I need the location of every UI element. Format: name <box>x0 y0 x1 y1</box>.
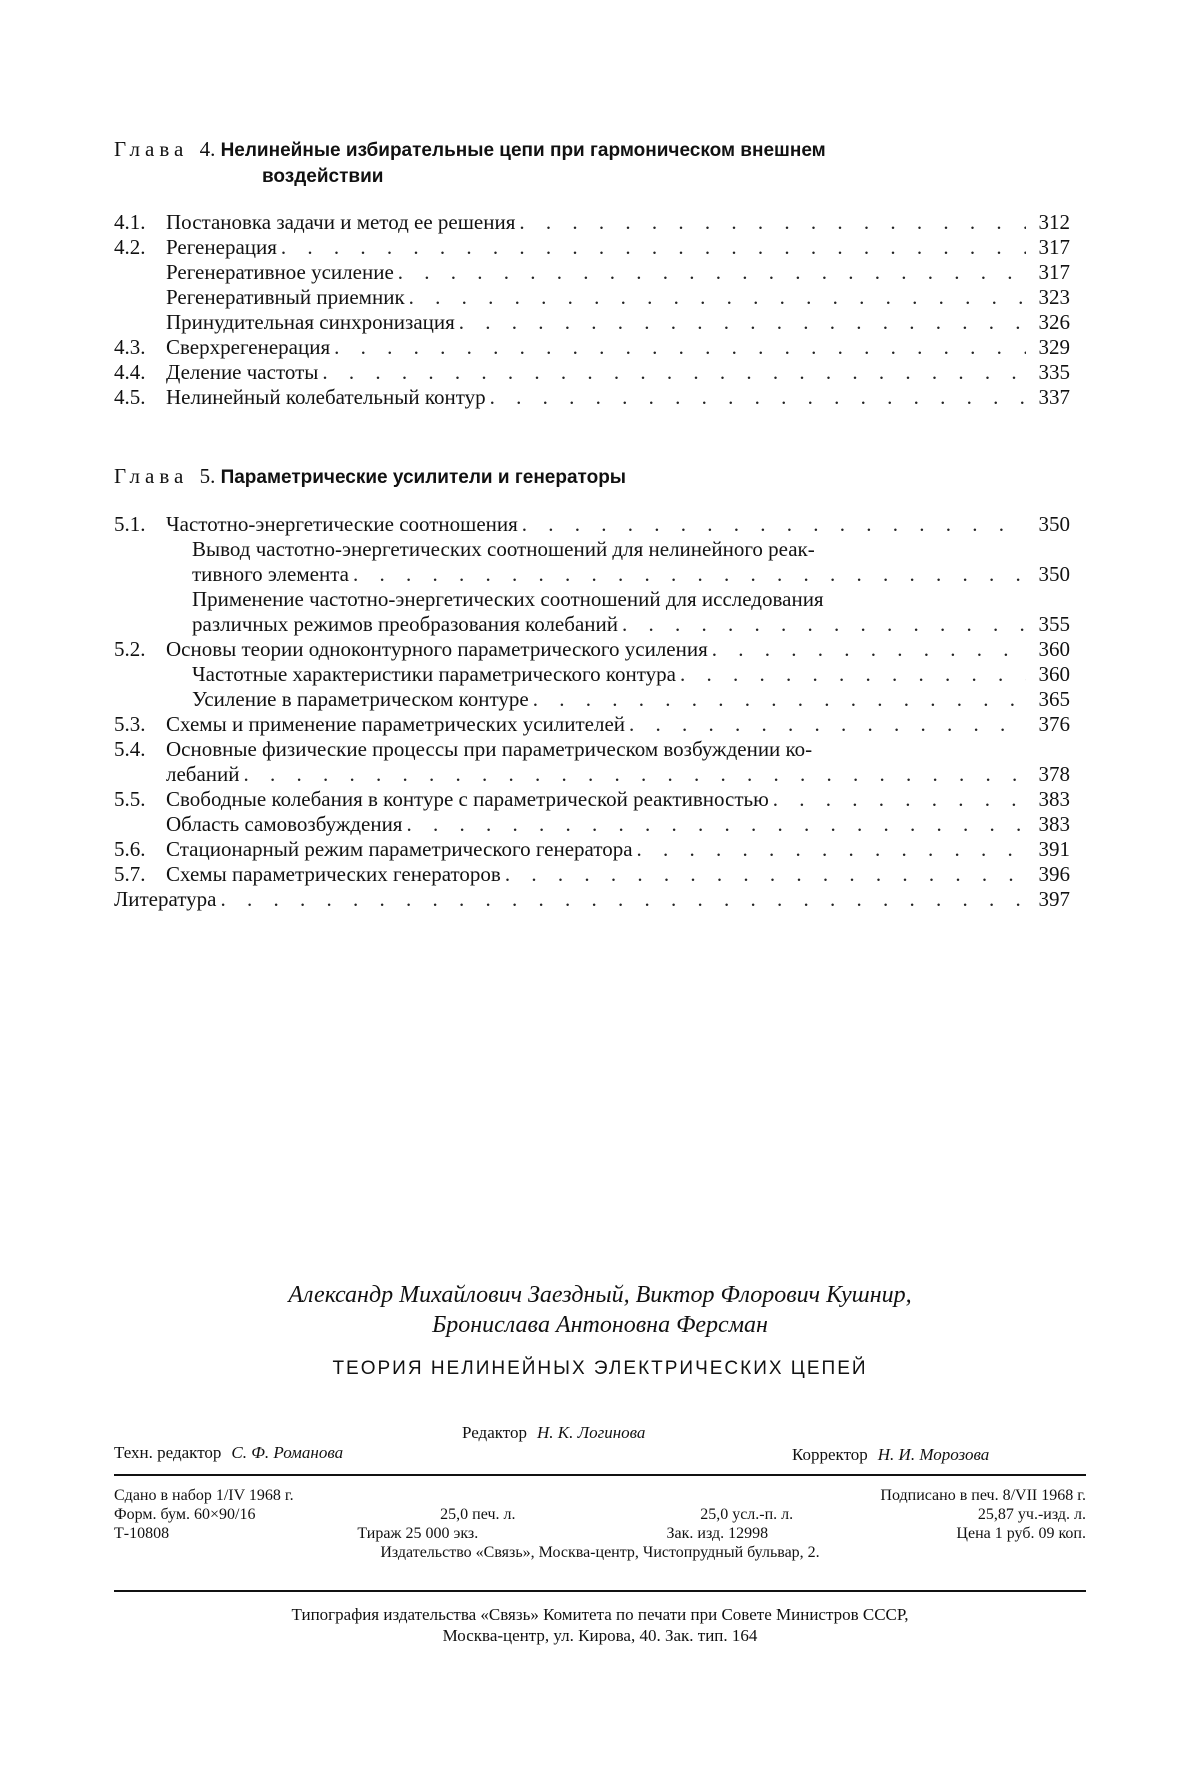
toc-page-number: 383 <box>1038 812 1070 836</box>
leader-dots <box>637 837 1026 862</box>
corrector-name: Н. И. Морозова <box>877 1445 990 1464</box>
toc-entry-title: Область самовозбуждения <box>166 812 403 836</box>
chapter-5-heading <box>114 463 1044 491</box>
imprint-conv-sheets: 25,0 усл.-п. л. <box>700 1506 794 1523</box>
toc-entry-title: Схемы параметрических генераторов <box>166 862 501 886</box>
book-title: ТЕОРИЯ НЕЛИНЕЙНЫХ ЭЛЕКТРИЧЕСКИХ ЦЕПЕЙ <box>332 1358 868 1379</box>
leader-dots <box>406 812 1026 837</box>
toc-entry <box>114 837 1070 862</box>
toc-entry <box>114 587 1070 612</box>
toc-page-number: 317 <box>1038 235 1070 259</box>
divider <box>114 1590 1086 1592</box>
imprint-sheets: 25,0 печ. л. <box>440 1506 516 1523</box>
toc-entry-number: 4.3. <box>114 335 146 359</box>
toc-entry <box>114 385 1070 410</box>
leader-dots <box>353 562 1026 587</box>
imprint-set: Сдано в набор 1/IV 1968 г. <box>114 1487 294 1504</box>
toc-entry <box>114 537 1070 562</box>
toc-entry-number: 5.4. <box>114 737 146 761</box>
toc-entry-title: тивного элемента <box>192 562 349 586</box>
chapter-number: 5. <box>199 464 216 488</box>
toc-entry-title: различных режимов преобразования колебаний <box>192 612 618 636</box>
toc-entry-number: 5.7. <box>114 862 146 886</box>
imprint-publisher: Издательство «Связь», Москва-центр, Чистопрудный бульвар, 2. <box>380 1544 820 1561</box>
imprint-price: Цена 1 руб. 09 коп. <box>956 1525 1086 1542</box>
leader-dots <box>398 260 1026 285</box>
toc-page-number: 329 <box>1038 335 1070 359</box>
leader-dots <box>244 762 1026 787</box>
toc-entry <box>114 612 1070 637</box>
toc-entry-title: Нелинейный колебательный контур <box>166 385 486 409</box>
toc-page-number: 312 <box>1038 210 1070 234</box>
toc-entry-title: Принудительная синхронизация <box>166 310 455 334</box>
printer-line: Типография издательства «Связь» Комитета по печати при Совете Министров СССР, <box>291 1605 909 1624</box>
editor-credit <box>462 1423 645 1443</box>
toc-entry-number: 4.1. <box>114 210 146 234</box>
toc-entry-title: лебаний <box>166 762 240 786</box>
chapter-title-cont: воздействии <box>262 166 384 187</box>
authors <box>0 1280 1200 1340</box>
leader-dots <box>712 637 1026 662</box>
toc-entry <box>114 637 1070 662</box>
imprint-print-run: Тираж 25 000 экз. <box>357 1525 479 1542</box>
toc-entry-title: Регенерация <box>166 235 277 259</box>
toc-page-number: 326 <box>1038 310 1070 334</box>
toc-page-number: 335 <box>1038 360 1070 384</box>
leader-dots <box>522 512 1026 537</box>
toc-entry <box>114 335 1070 360</box>
toc-entry-number: 4.2. <box>114 235 146 259</box>
imprint-signed: Подписано в печ. 8/VII 1968 г. <box>880 1487 1086 1504</box>
toc-entry-title: Свободные колебания в контуре с параметрической реактивностью <box>166 787 769 811</box>
toc-page-number: 337 <box>1038 385 1070 409</box>
toc-page-number: 360 <box>1038 662 1070 686</box>
imprint-code: Т-10808 <box>114 1525 170 1542</box>
toc-entry <box>114 687 1070 712</box>
leader-dots <box>220 887 1026 912</box>
toc-entry <box>114 210 1070 235</box>
toc-entry-title: Стационарный режим параметрического генератора <box>166 837 633 861</box>
toc-chapter-5 <box>114 512 1070 912</box>
toc-entry-title: Основные физические процессы при параметрическом возбуждении ко- <box>166 737 813 761</box>
tech-editor-credit <box>114 1443 343 1463</box>
toc-entry <box>114 887 1070 912</box>
toc-entry-title: Постановка задачи и метод ее решения <box>166 210 516 234</box>
leader-dots <box>322 360 1026 385</box>
toc-entry-number: 5.6. <box>114 837 146 861</box>
chapter-title: Нелинейные избирательные цепи при гармоническом внешнем <box>220 140 826 161</box>
chapter-word: Глава <box>114 137 189 161</box>
imprint-format: Форм. бум. 60×90/16 <box>114 1506 256 1523</box>
toc-entry-title: Частотные характеристики параметрического контура <box>192 662 676 686</box>
toc-page-number: 378 <box>1038 762 1070 786</box>
leader-dots <box>680 662 1026 687</box>
toc-entry <box>114 812 1070 837</box>
leader-dots <box>533 687 1026 712</box>
leader-dots <box>490 385 1026 410</box>
tech-editor-name: С. Ф. Романова <box>231 1443 344 1462</box>
leader-dots <box>409 285 1026 310</box>
toc-entry-title: Применение частотно-энергетических соотношений для исследования <box>192 587 824 611</box>
toc-page-number: 317 <box>1038 260 1070 284</box>
toc-page-number: 376 <box>1038 712 1070 736</box>
toc-entry-title: Регенеративное усиление <box>166 260 394 284</box>
imprint-order: Зак. изд. 12998 <box>666 1525 769 1542</box>
chapter-number: 4. <box>199 137 216 161</box>
leader-dots <box>505 862 1026 887</box>
chapter-title: Параметрические усилители и генераторы <box>220 467 627 488</box>
toc-entry <box>114 310 1070 335</box>
toc-page-number: 355 <box>1038 612 1070 636</box>
toc-entry <box>114 862 1070 887</box>
toc-entry <box>114 662 1070 687</box>
toc-entry-number: 5.1. <box>114 512 146 536</box>
toc-entry-title: Вывод частотно-энергетических соотношений для нелинейного реак- <box>192 537 815 561</box>
toc-entry <box>114 360 1070 385</box>
toc-entry-title: Схемы и применение параметрических усилителей <box>166 712 626 736</box>
toc-entry <box>114 712 1070 737</box>
toc-page-number: 350 <box>1038 512 1070 536</box>
toc-entry-number: 5.2. <box>114 637 146 661</box>
toc-page-number: 383 <box>1038 787 1070 811</box>
authors-line: Брониславa Антоновна Ферсман <box>432 1312 768 1338</box>
toc-entry-number: 5.5. <box>114 787 146 811</box>
corrector-credit <box>792 1445 989 1465</box>
toc-entry <box>114 562 1070 587</box>
toc-entry-title: Усиление в параметрическом контуре <box>192 687 529 711</box>
imprint-pub-sheets: 25,87 уч.-изд. л. <box>977 1506 1086 1523</box>
toc-entry-title: Регенеративный приемник <box>166 285 405 309</box>
leader-dots <box>773 787 1026 812</box>
toc-entry-title: Деление частоты <box>166 360 319 384</box>
toc-entry <box>114 235 1070 260</box>
imprint <box>114 1486 1086 1562</box>
toc-page-number: 396 <box>1038 862 1070 886</box>
toc-entry-title: Частотно-энергетические соотношения <box>166 512 518 536</box>
toc-chapter-4 <box>114 210 1070 410</box>
toc-entry-title: Литература <box>114 887 217 911</box>
leader-dots <box>629 712 1026 737</box>
toc-entry <box>114 787 1070 812</box>
toc-page-number: 350 <box>1038 562 1070 586</box>
toc-entry <box>114 260 1070 285</box>
toc-entry-title: Сверхрегенерация <box>166 335 331 359</box>
toc-page-number: 360 <box>1038 637 1070 661</box>
chapter-4-heading <box>114 136 1044 190</box>
editor-label: Редактор <box>462 1423 527 1442</box>
leader-dots <box>281 235 1026 260</box>
toc-entry <box>114 762 1070 787</box>
toc-page-number: 391 <box>1038 837 1070 861</box>
toc-entry <box>114 285 1070 310</box>
tech-editor-label: Техн. редактор <box>114 1443 222 1462</box>
editor-name: Н. К. Логинова <box>537 1423 646 1442</box>
printer-line: Москва-центр, ул. Кирова, 40. Зак. тип. 164 <box>442 1626 758 1645</box>
authors-line: Александр Михайлович Заездный, Виктор Флорович Кушнир, <box>288 1282 912 1308</box>
toc-entry-title: Основы теории одноконтурного параметрического усиления <box>166 637 708 661</box>
leader-dots <box>334 335 1026 360</box>
corrector-label: Корректор <box>792 1445 868 1464</box>
toc-page-number: 365 <box>1038 687 1070 711</box>
toc-entry-number: 4.4. <box>114 360 146 384</box>
leader-dots <box>459 310 1026 335</box>
toc-entry <box>114 512 1070 537</box>
toc-page-number: 397 <box>1038 887 1070 911</box>
chapter-word: Глава <box>114 464 189 488</box>
toc-entry-number: 4.5. <box>114 385 146 409</box>
printer-info <box>0 1604 1200 1646</box>
toc-entry <box>114 737 1070 762</box>
toc-page-number: 323 <box>1038 285 1070 309</box>
toc-entry-number: 5.3. <box>114 712 146 736</box>
leader-dots <box>622 612 1026 637</box>
divider <box>114 1474 1086 1476</box>
leader-dots <box>519 210 1026 235</box>
